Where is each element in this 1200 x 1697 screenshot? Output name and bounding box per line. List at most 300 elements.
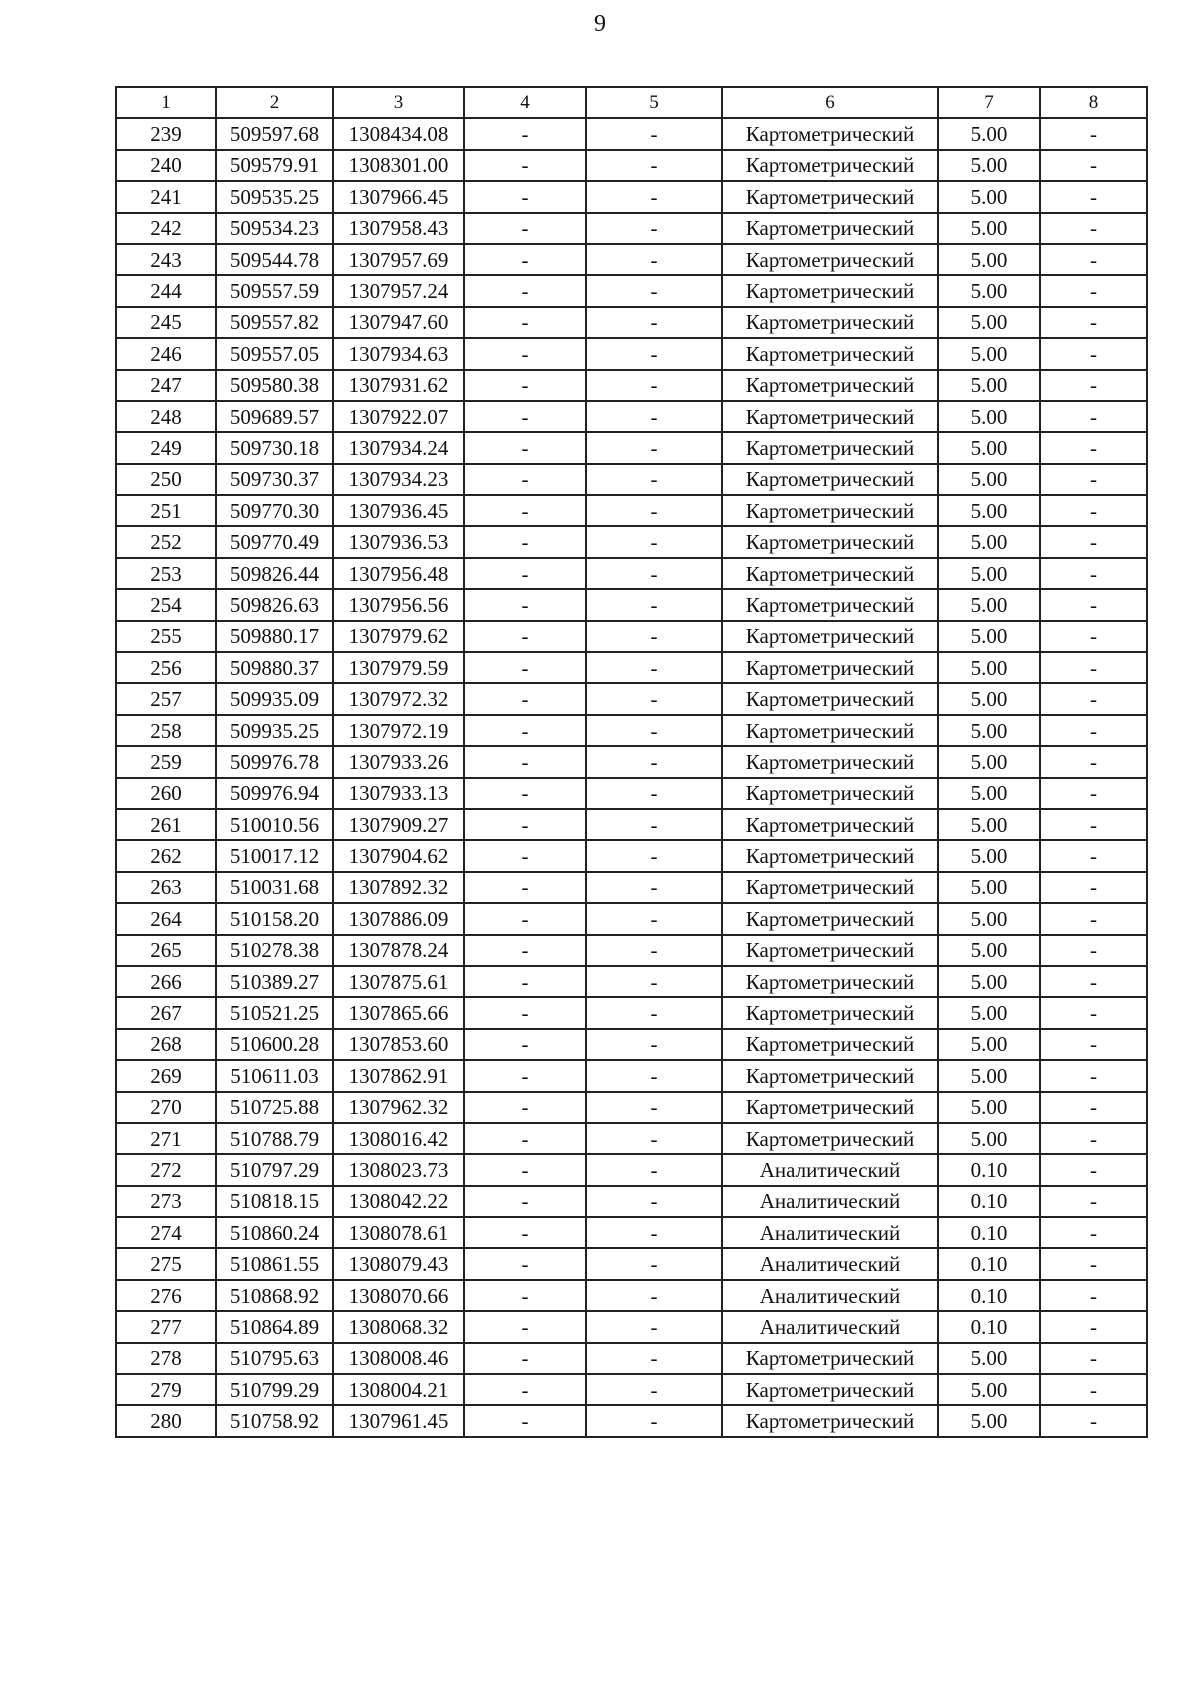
x-coordinate-cell: 510278.38 bbox=[216, 935, 333, 966]
column-header-2: 2 bbox=[216, 87, 333, 118]
column-4-cell: - bbox=[464, 715, 586, 746]
table-row bbox=[116, 495, 1147, 526]
y-coordinate-cell: 1307947.60 bbox=[333, 307, 464, 338]
column-4-cell: - bbox=[464, 903, 586, 934]
method-cell: Картометрический bbox=[722, 746, 938, 777]
method-cell: Картометрический bbox=[722, 213, 938, 244]
y-coordinate-cell: 1308008.46 bbox=[333, 1343, 464, 1374]
y-coordinate-cell: 1307957.69 bbox=[333, 244, 464, 275]
table-row bbox=[116, 778, 1147, 809]
x-coordinate-cell: 509770.49 bbox=[216, 526, 333, 557]
point-number-cell: 254 bbox=[116, 589, 216, 620]
method-cell: Картометрический bbox=[722, 1092, 938, 1123]
column-4-cell: - bbox=[464, 840, 586, 871]
column-8-cell: - bbox=[1040, 1248, 1147, 1279]
table-row bbox=[116, 275, 1147, 306]
accuracy-cell: 5.00 bbox=[938, 589, 1040, 620]
column-8-cell: - bbox=[1040, 1154, 1147, 1185]
x-coordinate-cell: 510861.55 bbox=[216, 1248, 333, 1279]
column-5-cell: - bbox=[586, 558, 722, 589]
table-row bbox=[116, 464, 1147, 495]
method-cell: Картометрический bbox=[722, 778, 938, 809]
table-row bbox=[116, 1280, 1147, 1311]
point-number-cell: 253 bbox=[116, 558, 216, 589]
method-cell: Картометрический bbox=[722, 118, 938, 149]
y-coordinate-cell: 1307936.53 bbox=[333, 526, 464, 557]
column-8-cell: - bbox=[1040, 1280, 1147, 1311]
accuracy-cell: 5.00 bbox=[938, 1029, 1040, 1060]
method-cell: Аналитический bbox=[722, 1311, 938, 1342]
column-8-cell: - bbox=[1040, 1123, 1147, 1154]
column-4-cell: - bbox=[464, 1311, 586, 1342]
column-5-cell: - bbox=[586, 401, 722, 432]
accuracy-cell: 5.00 bbox=[938, 1092, 1040, 1123]
column-4-cell: - bbox=[464, 1217, 586, 1248]
y-coordinate-cell: 1307961.45 bbox=[333, 1405, 464, 1436]
y-coordinate-cell: 1307936.45 bbox=[333, 495, 464, 526]
method-cell: Картометрический bbox=[722, 589, 938, 620]
column-5-cell: - bbox=[586, 275, 722, 306]
x-coordinate-cell: 509557.59 bbox=[216, 275, 333, 306]
column-4-cell: - bbox=[464, 652, 586, 683]
table-row bbox=[116, 840, 1147, 871]
point-number-cell: 273 bbox=[116, 1186, 216, 1217]
accuracy-cell: 5.00 bbox=[938, 903, 1040, 934]
column-5-cell: - bbox=[586, 244, 722, 275]
accuracy-cell: 5.00 bbox=[938, 840, 1040, 871]
x-coordinate-cell: 510799.29 bbox=[216, 1374, 333, 1405]
y-coordinate-cell: 1307972.19 bbox=[333, 715, 464, 746]
table-row bbox=[116, 683, 1147, 714]
point-number-cell: 258 bbox=[116, 715, 216, 746]
table-row bbox=[116, 150, 1147, 181]
column-4-cell: - bbox=[464, 1123, 586, 1154]
x-coordinate-cell: 509976.78 bbox=[216, 746, 333, 777]
point-number-cell: 242 bbox=[116, 213, 216, 244]
column-8-cell: - bbox=[1040, 652, 1147, 683]
column-4-cell: - bbox=[464, 1374, 586, 1405]
table-header bbox=[116, 87, 1147, 118]
x-coordinate-cell: 509826.44 bbox=[216, 558, 333, 589]
point-number-cell: 280 bbox=[116, 1405, 216, 1436]
table-row bbox=[116, 903, 1147, 934]
column-5-cell: - bbox=[586, 181, 722, 212]
column-5-cell: - bbox=[586, 495, 722, 526]
y-coordinate-cell: 1307958.43 bbox=[333, 213, 464, 244]
x-coordinate-cell: 510860.24 bbox=[216, 1217, 333, 1248]
y-coordinate-cell: 1307853.60 bbox=[333, 1029, 464, 1060]
table-row bbox=[116, 1092, 1147, 1123]
x-coordinate-cell: 509597.68 bbox=[216, 118, 333, 149]
column-4-cell: - bbox=[464, 401, 586, 432]
column-8-cell: - bbox=[1040, 1092, 1147, 1123]
column-8-cell: - bbox=[1040, 401, 1147, 432]
column-5-cell: - bbox=[586, 1405, 722, 1436]
y-coordinate-cell: 1307957.24 bbox=[333, 275, 464, 306]
table-row bbox=[116, 526, 1147, 557]
column-header-5: 5 bbox=[586, 87, 722, 118]
point-number-cell: 266 bbox=[116, 966, 216, 997]
column-5-cell: - bbox=[586, 1186, 722, 1217]
accuracy-cell: 0.10 bbox=[938, 1248, 1040, 1279]
point-number-cell: 248 bbox=[116, 401, 216, 432]
method-cell: Картометрический bbox=[722, 840, 938, 871]
column-4-cell: - bbox=[464, 621, 586, 652]
point-number-cell: 272 bbox=[116, 1154, 216, 1185]
column-5-cell: - bbox=[586, 1092, 722, 1123]
column-8-cell: - bbox=[1040, 872, 1147, 903]
method-cell: Картометрический bbox=[722, 181, 938, 212]
x-coordinate-cell: 510818.15 bbox=[216, 1186, 333, 1217]
column-5-cell: - bbox=[586, 150, 722, 181]
accuracy-cell: 0.10 bbox=[938, 1311, 1040, 1342]
table-row bbox=[116, 118, 1147, 149]
column-4-cell: - bbox=[464, 966, 586, 997]
accuracy-cell: 5.00 bbox=[938, 621, 1040, 652]
y-coordinate-cell: 1308078.61 bbox=[333, 1217, 464, 1248]
accuracy-cell: 5.00 bbox=[938, 1343, 1040, 1374]
column-4-cell: - bbox=[464, 746, 586, 777]
point-number-cell: 270 bbox=[116, 1092, 216, 1123]
accuracy-cell: 0.10 bbox=[938, 1280, 1040, 1311]
column-4-cell: - bbox=[464, 432, 586, 463]
y-coordinate-cell: 1307934.24 bbox=[333, 432, 464, 463]
x-coordinate-cell: 510611.03 bbox=[216, 1060, 333, 1091]
column-header-7: 7 bbox=[938, 87, 1040, 118]
y-coordinate-cell: 1308042.22 bbox=[333, 1186, 464, 1217]
column-8-cell: - bbox=[1040, 715, 1147, 746]
method-cell: Картометрический bbox=[722, 1343, 938, 1374]
x-coordinate-cell: 509730.18 bbox=[216, 432, 333, 463]
header-row bbox=[116, 87, 1147, 118]
column-5-cell: - bbox=[586, 464, 722, 495]
column-5-cell: - bbox=[586, 213, 722, 244]
table-row bbox=[116, 1405, 1147, 1436]
point-number-cell: 255 bbox=[116, 621, 216, 652]
y-coordinate-cell: 1308070.66 bbox=[333, 1280, 464, 1311]
x-coordinate-cell: 510868.92 bbox=[216, 1280, 333, 1311]
column-4-cell: - bbox=[464, 526, 586, 557]
accuracy-cell: 5.00 bbox=[938, 778, 1040, 809]
accuracy-cell: 5.00 bbox=[938, 307, 1040, 338]
table-row bbox=[116, 1154, 1147, 1185]
x-coordinate-cell: 509826.63 bbox=[216, 589, 333, 620]
column-8-cell: - bbox=[1040, 935, 1147, 966]
point-number-cell: 278 bbox=[116, 1343, 216, 1374]
y-coordinate-cell: 1307979.59 bbox=[333, 652, 464, 683]
column-5-cell: - bbox=[586, 1248, 722, 1279]
column-5-cell: - bbox=[586, 118, 722, 149]
method-cell: Аналитический bbox=[722, 1186, 938, 1217]
x-coordinate-cell: 509580.38 bbox=[216, 370, 333, 401]
column-4-cell: - bbox=[464, 118, 586, 149]
column-4-cell: - bbox=[464, 338, 586, 369]
accuracy-cell: 5.00 bbox=[938, 1060, 1040, 1091]
point-number-cell: 247 bbox=[116, 370, 216, 401]
x-coordinate-cell: 510795.63 bbox=[216, 1343, 333, 1374]
column-8-cell: - bbox=[1040, 432, 1147, 463]
column-5-cell: - bbox=[586, 872, 722, 903]
y-coordinate-cell: 1307862.91 bbox=[333, 1060, 464, 1091]
point-number-cell: 259 bbox=[116, 746, 216, 777]
column-8-cell: - bbox=[1040, 1060, 1147, 1091]
y-coordinate-cell: 1307934.63 bbox=[333, 338, 464, 369]
point-number-cell: 251 bbox=[116, 495, 216, 526]
method-cell: Аналитический bbox=[722, 1154, 938, 1185]
y-coordinate-cell: 1308023.73 bbox=[333, 1154, 464, 1185]
y-coordinate-cell: 1307878.24 bbox=[333, 935, 464, 966]
table-row bbox=[116, 1343, 1147, 1374]
x-coordinate-cell: 510010.56 bbox=[216, 809, 333, 840]
accuracy-cell: 5.00 bbox=[938, 935, 1040, 966]
column-5-cell: - bbox=[586, 809, 722, 840]
column-8-cell: - bbox=[1040, 621, 1147, 652]
method-cell: Картометрический bbox=[722, 495, 938, 526]
column-5-cell: - bbox=[586, 683, 722, 714]
accuracy-cell: 5.00 bbox=[938, 432, 1040, 463]
column-8-cell: - bbox=[1040, 1311, 1147, 1342]
column-8-cell: - bbox=[1040, 1374, 1147, 1405]
column-8-cell: - bbox=[1040, 683, 1147, 714]
column-5-cell: - bbox=[586, 1311, 722, 1342]
method-cell: Картометрический bbox=[722, 526, 938, 557]
point-number-cell: 264 bbox=[116, 903, 216, 934]
x-coordinate-cell: 509579.91 bbox=[216, 150, 333, 181]
x-coordinate-cell: 509544.78 bbox=[216, 244, 333, 275]
method-cell: Картометрический bbox=[722, 966, 938, 997]
y-coordinate-cell: 1307972.32 bbox=[333, 683, 464, 714]
accuracy-cell: 5.00 bbox=[938, 370, 1040, 401]
accuracy-cell: 5.00 bbox=[938, 872, 1040, 903]
table-body bbox=[116, 118, 1147, 1436]
table-row bbox=[116, 432, 1147, 463]
method-cell: Картометрический bbox=[722, 338, 938, 369]
column-5-cell: - bbox=[586, 1154, 722, 1185]
column-8-cell: - bbox=[1040, 213, 1147, 244]
accuracy-cell: 5.00 bbox=[938, 275, 1040, 306]
column-5-cell: - bbox=[586, 1123, 722, 1154]
accuracy-cell: 5.00 bbox=[938, 683, 1040, 714]
column-4-cell: - bbox=[464, 370, 586, 401]
x-coordinate-cell: 510600.28 bbox=[216, 1029, 333, 1060]
column-8-cell: - bbox=[1040, 589, 1147, 620]
method-cell: Картометрический bbox=[722, 464, 938, 495]
point-number-cell: 262 bbox=[116, 840, 216, 871]
x-coordinate-cell: 510521.25 bbox=[216, 997, 333, 1028]
table-row bbox=[116, 809, 1147, 840]
method-cell: Аналитический bbox=[722, 1217, 938, 1248]
table-row bbox=[116, 1029, 1147, 1060]
accuracy-cell: 5.00 bbox=[938, 966, 1040, 997]
column-8-cell: - bbox=[1040, 150, 1147, 181]
column-4-cell: - bbox=[464, 244, 586, 275]
point-number-cell: 279 bbox=[116, 1374, 216, 1405]
y-coordinate-cell: 1308016.42 bbox=[333, 1123, 464, 1154]
column-5-cell: - bbox=[586, 778, 722, 809]
column-8-cell: - bbox=[1040, 1343, 1147, 1374]
column-8-cell: - bbox=[1040, 809, 1147, 840]
column-5-cell: - bbox=[586, 1343, 722, 1374]
method-cell: Картометрический bbox=[722, 809, 938, 840]
table-row bbox=[116, 370, 1147, 401]
point-number-cell: 274 bbox=[116, 1217, 216, 1248]
column-4-cell: - bbox=[464, 1248, 586, 1279]
column-8-cell: - bbox=[1040, 903, 1147, 934]
x-coordinate-cell: 510031.68 bbox=[216, 872, 333, 903]
column-8-cell: - bbox=[1040, 526, 1147, 557]
y-coordinate-cell: 1308434.08 bbox=[333, 118, 464, 149]
accuracy-cell: 5.00 bbox=[938, 150, 1040, 181]
column-8-cell: - bbox=[1040, 778, 1147, 809]
y-coordinate-cell: 1307931.62 bbox=[333, 370, 464, 401]
column-5-cell: - bbox=[586, 840, 722, 871]
table-row bbox=[116, 715, 1147, 746]
coordinates-table bbox=[115, 86, 1148, 1438]
method-cell: Картометрический bbox=[722, 275, 938, 306]
column-5-cell: - bbox=[586, 746, 722, 777]
accuracy-cell: 5.00 bbox=[938, 118, 1040, 149]
column-8-cell: - bbox=[1040, 118, 1147, 149]
column-5-cell: - bbox=[586, 1217, 722, 1248]
column-header-6: 6 bbox=[722, 87, 938, 118]
method-cell: Картометрический bbox=[722, 1374, 938, 1405]
column-5-cell: - bbox=[586, 589, 722, 620]
y-coordinate-cell: 1307933.26 bbox=[333, 746, 464, 777]
column-5-cell: - bbox=[586, 338, 722, 369]
x-coordinate-cell: 510788.79 bbox=[216, 1123, 333, 1154]
point-number-cell: 276 bbox=[116, 1280, 216, 1311]
method-cell: Картометрический bbox=[722, 150, 938, 181]
method-cell: Картометрический bbox=[722, 1123, 938, 1154]
table-row bbox=[116, 1060, 1147, 1091]
column-8-cell: - bbox=[1040, 966, 1147, 997]
column-8-cell: - bbox=[1040, 1405, 1147, 1436]
table-row bbox=[116, 244, 1147, 275]
x-coordinate-cell: 509535.25 bbox=[216, 181, 333, 212]
y-coordinate-cell: 1307962.32 bbox=[333, 1092, 464, 1123]
column-8-cell: - bbox=[1040, 275, 1147, 306]
y-coordinate-cell: 1307966.45 bbox=[333, 181, 464, 212]
point-number-cell: 252 bbox=[116, 526, 216, 557]
method-cell: Картометрический bbox=[722, 1405, 938, 1436]
column-8-cell: - bbox=[1040, 1217, 1147, 1248]
column-5-cell: - bbox=[586, 715, 722, 746]
accuracy-cell: 5.00 bbox=[938, 181, 1040, 212]
x-coordinate-cell: 509935.25 bbox=[216, 715, 333, 746]
point-number-cell: 243 bbox=[116, 244, 216, 275]
y-coordinate-cell: 1307979.62 bbox=[333, 621, 464, 652]
point-number-cell: 239 bbox=[116, 118, 216, 149]
column-4-cell: - bbox=[464, 558, 586, 589]
method-cell: Картометрический bbox=[722, 1029, 938, 1060]
column-4-cell: - bbox=[464, 1060, 586, 1091]
method-cell: Картометрический bbox=[722, 370, 938, 401]
column-header-3: 3 bbox=[333, 87, 464, 118]
method-cell: Картометрический bbox=[722, 558, 938, 589]
column-4-cell: - bbox=[464, 1343, 586, 1374]
column-5-cell: - bbox=[586, 935, 722, 966]
y-coordinate-cell: 1307875.61 bbox=[333, 966, 464, 997]
x-coordinate-cell: 509880.37 bbox=[216, 652, 333, 683]
column-header-8: 8 bbox=[1040, 87, 1147, 118]
method-cell: Картометрический bbox=[722, 307, 938, 338]
y-coordinate-cell: 1307909.27 bbox=[333, 809, 464, 840]
y-coordinate-cell: 1307956.56 bbox=[333, 589, 464, 620]
method-cell: Картометрический bbox=[722, 872, 938, 903]
table-row bbox=[116, 1186, 1147, 1217]
accuracy-cell: 5.00 bbox=[938, 526, 1040, 557]
table-row bbox=[116, 307, 1147, 338]
column-8-cell: - bbox=[1040, 370, 1147, 401]
column-4-cell: - bbox=[464, 683, 586, 714]
column-4-cell: - bbox=[464, 589, 586, 620]
column-4-cell: - bbox=[464, 213, 586, 244]
table-row bbox=[116, 181, 1147, 212]
x-coordinate-cell: 509770.30 bbox=[216, 495, 333, 526]
column-8-cell: - bbox=[1040, 464, 1147, 495]
table-row bbox=[116, 935, 1147, 966]
point-number-cell: 246 bbox=[116, 338, 216, 369]
column-5-cell: - bbox=[586, 432, 722, 463]
x-coordinate-cell: 510864.89 bbox=[216, 1311, 333, 1342]
accuracy-cell: 5.00 bbox=[938, 652, 1040, 683]
point-number-cell: 267 bbox=[116, 997, 216, 1028]
method-cell: Картометрический bbox=[722, 935, 938, 966]
point-number-cell: 240 bbox=[116, 150, 216, 181]
column-5-cell: - bbox=[586, 903, 722, 934]
column-8-cell: - bbox=[1040, 181, 1147, 212]
table-row bbox=[116, 1248, 1147, 1279]
method-cell: Картометрический bbox=[722, 244, 938, 275]
point-number-cell: 256 bbox=[116, 652, 216, 683]
x-coordinate-cell: 509557.05 bbox=[216, 338, 333, 369]
table-row bbox=[116, 746, 1147, 777]
accuracy-cell: 5.00 bbox=[938, 401, 1040, 432]
point-number-cell: 250 bbox=[116, 464, 216, 495]
column-4-cell: - bbox=[464, 464, 586, 495]
column-4-cell: - bbox=[464, 935, 586, 966]
point-number-cell: 260 bbox=[116, 778, 216, 809]
x-coordinate-cell: 510725.88 bbox=[216, 1092, 333, 1123]
x-coordinate-cell: 510758.92 bbox=[216, 1405, 333, 1436]
point-number-cell: 244 bbox=[116, 275, 216, 306]
accuracy-cell: 0.10 bbox=[938, 1154, 1040, 1185]
point-number-cell: 241 bbox=[116, 181, 216, 212]
table-row bbox=[116, 589, 1147, 620]
y-coordinate-cell: 1308079.43 bbox=[333, 1248, 464, 1279]
accuracy-cell: 5.00 bbox=[938, 715, 1040, 746]
column-5-cell: - bbox=[586, 370, 722, 401]
column-5-cell: - bbox=[586, 307, 722, 338]
x-coordinate-cell: 509730.37 bbox=[216, 464, 333, 495]
point-number-cell: 261 bbox=[116, 809, 216, 840]
column-8-cell: - bbox=[1040, 338, 1147, 369]
column-header-1: 1 bbox=[116, 87, 216, 118]
table-row bbox=[116, 401, 1147, 432]
y-coordinate-cell: 1307956.48 bbox=[333, 558, 464, 589]
column-8-cell: - bbox=[1040, 495, 1147, 526]
accuracy-cell: 5.00 bbox=[938, 338, 1040, 369]
column-5-cell: - bbox=[586, 997, 722, 1028]
accuracy-cell: 5.00 bbox=[938, 244, 1040, 275]
accuracy-cell: 5.00 bbox=[938, 1123, 1040, 1154]
y-coordinate-cell: 1308301.00 bbox=[333, 150, 464, 181]
column-5-cell: - bbox=[586, 1280, 722, 1311]
column-4-cell: - bbox=[464, 307, 586, 338]
page-number: 9 bbox=[594, 11, 606, 37]
x-coordinate-cell: 510797.29 bbox=[216, 1154, 333, 1185]
y-coordinate-cell: 1308004.21 bbox=[333, 1374, 464, 1405]
